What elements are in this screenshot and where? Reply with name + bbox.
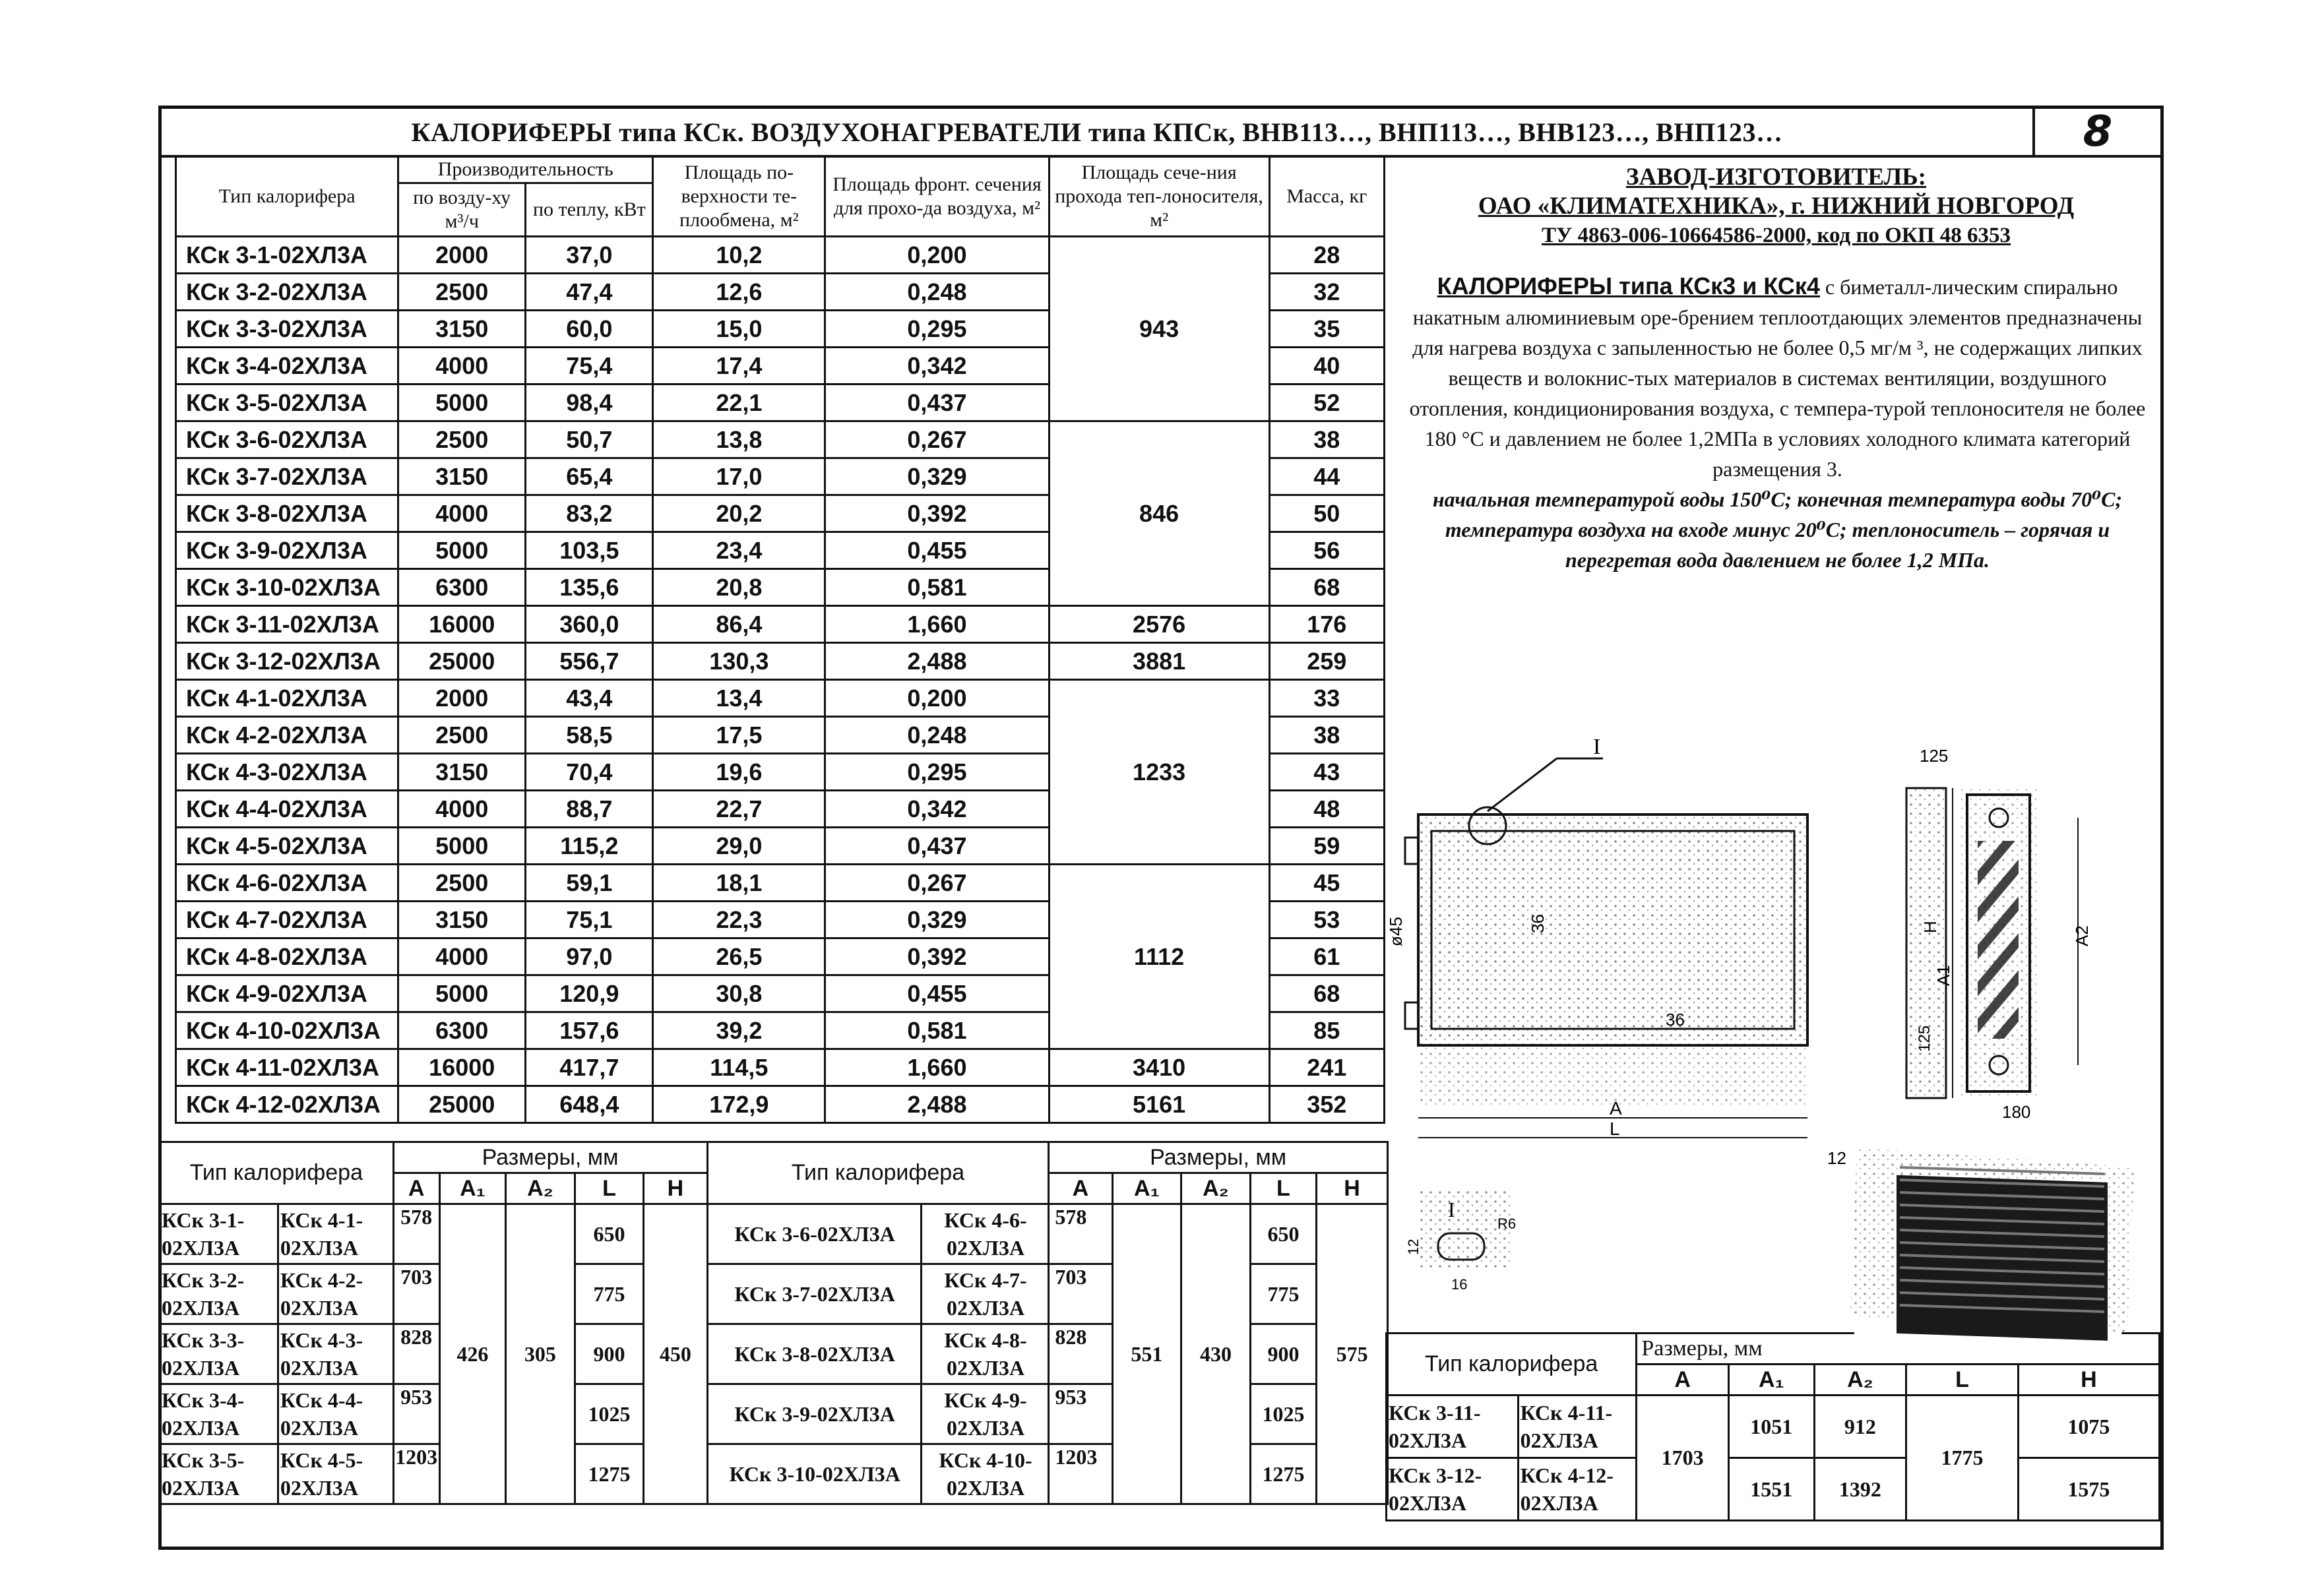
- cell-mass: 50: [1269, 495, 1384, 532]
- cell-surface: 172,9: [653, 1086, 825, 1123]
- cell-heat: 59,1: [526, 865, 653, 902]
- dim-d45-label: ø45: [1386, 917, 1406, 946]
- dims-type-4: КСк 4-5-02ХЛ3А: [278, 1444, 393, 1504]
- dims-type-header: Тип калорифера: [1387, 1334, 1637, 1396]
- cell-type: КСк 3-8-02ХЛ3А: [176, 495, 398, 532]
- dim-12b-label: 12: [1405, 1239, 1422, 1255]
- cell-section: 3881: [1049, 643, 1269, 680]
- cell-front: 0,437: [825, 384, 1049, 421]
- cell-front: 0,581: [825, 1012, 1049, 1049]
- detail-view: [1405, 1190, 1516, 1293]
- callout-label: I: [1593, 735, 1601, 759]
- cell-surface: 12,6: [653, 274, 825, 311]
- cell-mass: 59: [1269, 828, 1384, 865]
- technical-drawing: [1386, 683, 2157, 1316]
- cell-mass: 45: [1269, 865, 1384, 902]
- cell-type: КСк 3-4-02ХЛ3А: [176, 348, 398, 384]
- th-type: Тип калорифера: [176, 156, 398, 237]
- front-view: [1386, 814, 1807, 1139]
- page-frame: [158, 106, 2164, 1550]
- maker-line-1: ЗАВОД-ИЗГОТОВИТЕЛЬ:: [1625, 164, 1926, 191]
- dims-type-4: КСк 4-3-02ХЛ3А: [278, 1324, 393, 1384]
- maker-line-3: ТУ 4863-006-10664586-2000, код по ОКП 48 6353: [1541, 224, 2011, 247]
- dims-col-header: A₂: [1814, 1365, 1906, 1396]
- th-surface: Площадь по-верхности те-плообмена, м²: [653, 156, 825, 237]
- table-row: [176, 421, 1385, 458]
- dims-size-header: Размеры, мм: [393, 1142, 707, 1173]
- cell-section: 846: [1049, 421, 1269, 606]
- dim-16-label: 16: [1451, 1276, 1468, 1293]
- cell-heat: 47,4: [526, 274, 653, 311]
- th-perf: Производительность: [398, 156, 653, 183]
- dims-a: 953: [393, 1384, 439, 1444]
- page-title: КАЛОРИФЕРЫ типа КСк. ВОЗДУХОНАГРЕВАТЕЛИ типа КПСк, ВНВ113…, ВНП113…, ВНВ123…, ВНП123…: [411, 117, 1783, 147]
- cell-air: 25000: [398, 643, 526, 680]
- dims-l: 1775: [1906, 1396, 2018, 1521]
- cell-front: 0,581: [825, 569, 1049, 606]
- cell-heat: 648,4: [526, 1086, 653, 1123]
- dim-h-label: H: [1920, 921, 1940, 933]
- cell-heat: 58,5: [526, 717, 653, 754]
- cell-mass: 61: [1269, 938, 1384, 975]
- cell-front: 0,267: [825, 865, 1049, 902]
- side-view: [1906, 746, 2092, 1122]
- description-body: с биметалл-лическим спирально накатным алюминиевым оре-брением теплоотдающих элементов предназначены для нагрева воздуха с запыленностью не более 0,5 мг/м ³, не содержащих липких веществ и волокнис-тых материалов в системах вентиляции, воздушного отопления, кондиционирования воздуха, с темпера-турой теплоносителя не более 180 °С и давлением не более 1,2МПа в условиях холодного климата категорий размещения 3.: [1409, 275, 2146, 481]
- th-air: по возду-ху м³/ч: [398, 183, 526, 237]
- dims-a: 703: [393, 1264, 439, 1324]
- cell-section: 3410: [1049, 1049, 1269, 1086]
- dims-a2: 430: [1181, 1204, 1251, 1504]
- dims-type-4: КСк 4-8-02ХЛ3А: [921, 1324, 1049, 1384]
- cell-mass: 68: [1269, 975, 1384, 1012]
- cell-front: 0,295: [825, 311, 1049, 348]
- cell-type: КСк 3-2-02ХЛ3А: [176, 274, 398, 311]
- dims-type-4: КСк 4-10-02ХЛ3А: [921, 1444, 1049, 1504]
- dims-col-header: A₂: [506, 1173, 575, 1204]
- cell-air: 2500: [398, 717, 526, 754]
- cell-heat: 43,4: [526, 680, 653, 717]
- cell-heat: 65,4: [526, 458, 653, 495]
- cell-mass: 32: [1269, 274, 1384, 311]
- cell-mass: 38: [1269, 717, 1384, 754]
- isometric-view: [1827, 1138, 2141, 1342]
- cell-heat: 60,0: [526, 311, 653, 348]
- dims-h: 575: [1317, 1204, 1388, 1504]
- cell-surface: 20,2: [653, 495, 825, 532]
- specs-table: [175, 155, 1385, 1124]
- cell-air: 2000: [398, 680, 526, 717]
- cell-front: 0,342: [825, 791, 1049, 828]
- cell-front: 0,295: [825, 754, 1049, 791]
- cell-type: КСк 3-6-02ХЛ3А: [176, 421, 398, 458]
- cell-air: 2500: [398, 865, 526, 902]
- dims-type-3: КСк 3-2-02ХЛ3А: [160, 1264, 278, 1324]
- dims-a2: 305: [506, 1204, 575, 1504]
- dims-col-header: A: [1637, 1365, 1729, 1396]
- cell-surface: 22,3: [653, 902, 825, 938]
- dims-l: 1275: [1250, 1444, 1316, 1504]
- dims-type-header: Тип калорифера: [707, 1142, 1049, 1204]
- cell-heat: 120,9: [526, 975, 653, 1012]
- cell-type: КСк 4-8-02ХЛ3А: [176, 938, 398, 975]
- cell-heat: 417,7: [526, 1049, 653, 1086]
- cell-type: КСк 3-1-02ХЛ3А: [176, 237, 398, 274]
- cell-mass: 52: [1269, 384, 1384, 421]
- dims-a2: 1392: [1814, 1458, 1906, 1521]
- cell-air: 4000: [398, 495, 526, 532]
- dims-row: [1387, 1458, 2160, 1521]
- dims-h: 1575: [2018, 1458, 2159, 1521]
- cell-air: 4000: [398, 348, 526, 384]
- cell-type: КСк 3-10-02ХЛ3А: [176, 569, 398, 606]
- cell-mass: 176: [1269, 606, 1384, 643]
- cell-surface: 10,2: [653, 237, 825, 274]
- cell-section: 2576: [1049, 606, 1269, 643]
- dims-a: 828: [393, 1324, 439, 1384]
- cell-surface: 30,8: [653, 975, 825, 1012]
- cell-heat: 556,7: [526, 643, 653, 680]
- cell-section: 943: [1049, 237, 1269, 421]
- cell-front: 0,248: [825, 717, 1049, 754]
- dims-a1: 426: [439, 1204, 505, 1504]
- cell-front: 2,488: [825, 1086, 1049, 1123]
- cell-type: КСк 4-6-02ХЛ3А: [176, 865, 398, 902]
- dim-l-label: L: [1610, 1119, 1620, 1139]
- dims-type-3: КСк 3-7-02ХЛ3А: [707, 1264, 921, 1324]
- cell-front: 0,267: [825, 421, 1049, 458]
- cell-surface: 23,4: [653, 532, 825, 569]
- dims-h: 1075: [2018, 1396, 2159, 1458]
- dims-type-3: КСк 3-6-02ХЛ3А: [707, 1204, 921, 1264]
- dims-type-3: КСк 3-1-02ХЛ3А: [160, 1204, 278, 1264]
- detail-label: I: [1448, 1198, 1455, 1221]
- cell-heat: 135,6: [526, 569, 653, 606]
- dims-a: 828: [1049, 1324, 1112, 1384]
- cell-air: 3150: [398, 311, 526, 348]
- dims-col-header: A₂: [1181, 1173, 1251, 1204]
- cell-front: 0,342: [825, 348, 1049, 384]
- dims-l: 900: [575, 1324, 644, 1384]
- cell-front: 1,660: [825, 1049, 1049, 1086]
- dims-a: 953: [1049, 1384, 1112, 1444]
- dims-type-4: КСк 4-2-02ХЛ3А: [278, 1264, 393, 1324]
- dim-125-label: 125: [1920, 746, 1949, 766]
- cell-type: КСк 4-7-02ХЛ3А: [176, 902, 398, 938]
- dims-l: 1025: [1250, 1384, 1316, 1444]
- dims-a: 578: [1049, 1204, 1112, 1264]
- cell-mass: 35: [1269, 311, 1384, 348]
- dims-col-header: A₁: [1112, 1173, 1181, 1204]
- cell-air: 5000: [398, 532, 526, 569]
- cell-air: 2500: [398, 421, 526, 458]
- dims-type-3: КСк 3-4-02ХЛ3А: [160, 1384, 278, 1444]
- cell-type: КСк 4-2-02ХЛ3А: [176, 717, 398, 754]
- cell-front: 0,392: [825, 495, 1049, 532]
- dims-a: 1203: [393, 1444, 439, 1504]
- cell-heat: 83,2: [526, 495, 653, 532]
- cell-surface: 13,4: [653, 680, 825, 717]
- dims-type-3: КСк 3-10-02ХЛ3А: [707, 1444, 921, 1504]
- cell-type: КСк 4-5-02ХЛ3А: [176, 828, 398, 865]
- cell-heat: 70,4: [526, 754, 653, 791]
- cell-front: 0,437: [825, 828, 1049, 865]
- cell-mass: 33: [1269, 680, 1384, 717]
- dims-col-header: A: [393, 1173, 439, 1204]
- cell-mass: 48: [1269, 791, 1384, 828]
- cell-surface: 17,4: [653, 348, 825, 384]
- cell-mass: 28: [1269, 237, 1384, 274]
- dims-a2: 912: [1814, 1396, 1906, 1458]
- cell-type: КСк 4-1-02ХЛ3А: [176, 680, 398, 717]
- cell-surface: 114,5: [653, 1049, 825, 1086]
- cell-air: 25000: [398, 1086, 526, 1123]
- cell-mass: 40: [1269, 348, 1384, 384]
- cell-air: 6300: [398, 569, 526, 606]
- dims-row: [1387, 1396, 2160, 1458]
- th-section: Площадь сече-ния прохода теп-лоносителя, м²: [1049, 156, 1269, 237]
- dims-h: 450: [644, 1204, 707, 1504]
- dim-a2-label: A2: [2072, 925, 2092, 946]
- dims-l: 650: [1250, 1204, 1316, 1264]
- cell-mass: 44: [1269, 458, 1384, 495]
- dims-type-3: КСк 3-3-02ХЛ3А: [160, 1324, 278, 1384]
- dim-125b-label: 125: [1916, 1025, 1933, 1052]
- cell-mass: 259: [1269, 643, 1384, 680]
- cell-mass: 56: [1269, 532, 1384, 569]
- cell-type: КСк 4-9-02ХЛ3А: [176, 975, 398, 1012]
- dims-row: [160, 1204, 1388, 1264]
- table-row: [176, 1049, 1385, 1086]
- dims-type-3: КСк 3-8-02ХЛ3А: [707, 1324, 921, 1384]
- cell-front: 0,329: [825, 458, 1049, 495]
- dims-a: 1703: [1637, 1396, 1729, 1521]
- dims-col-header: A₁: [439, 1173, 505, 1204]
- description-conditions: начальная температурой воды 150⁰С; конечная температура воды 70⁰С; температура воздуха на входе минус 20⁰С; теплоноситель – горячая и перегретая вода давлением не более 1,2 МПа.: [1432, 487, 2123, 572]
- cell-heat: 103,5: [526, 532, 653, 569]
- table-row: [176, 680, 1385, 717]
- cell-surface: 17,0: [653, 458, 825, 495]
- th-front: Площадь фронт. сечения для прохо-да воздуха, м²: [825, 156, 1049, 237]
- dims-l: 775: [1250, 1264, 1316, 1324]
- dims-l: 650: [575, 1204, 644, 1264]
- cell-air: 5000: [398, 975, 526, 1012]
- dims-col-header: H: [644, 1173, 707, 1204]
- dims-col-header: L: [575, 1173, 644, 1204]
- dims-l: 1025: [575, 1384, 644, 1444]
- dims-type-4: КСк 4-7-02ХЛ3А: [921, 1264, 1049, 1324]
- dim-a1-label: A1: [1933, 965, 1953, 986]
- cell-front: 0,455: [825, 532, 1049, 569]
- cell-air: 4000: [398, 791, 526, 828]
- cell-type: КСк 4-12-02ХЛ3А: [176, 1086, 398, 1123]
- cell-surface: 29,0: [653, 828, 825, 865]
- dims-type-4: КСк 4-11-02ХЛ3А: [1518, 1396, 1637, 1458]
- dims-col-header: L: [1906, 1365, 2018, 1396]
- dims-size-header: Размеры, мм: [1049, 1142, 1388, 1173]
- table-row: [176, 606, 1385, 643]
- cell-surface: 26,5: [653, 938, 825, 975]
- cell-air: 3150: [398, 754, 526, 791]
- cell-surface: 22,1: [653, 384, 825, 421]
- cell-surface: 130,3: [653, 643, 825, 680]
- cell-heat: 360,0: [526, 606, 653, 643]
- dims-col-header: H: [2018, 1365, 2159, 1396]
- table-row: [176, 643, 1385, 680]
- cell-air: 3150: [398, 902, 526, 938]
- dims-a: 578: [393, 1204, 439, 1264]
- maker-line-2: ОАО «КЛИМАТЕХНИКА», г. НИЖНИЙ НОВГОРОД: [1478, 193, 2075, 220]
- table-row: [176, 1086, 1385, 1123]
- dim-180-label: 180: [2002, 1102, 2031, 1122]
- dims-type-3: КСк 3-9-02ХЛ3А: [707, 1384, 921, 1444]
- dims-header-row: [160, 1142, 1388, 1173]
- cell-section: 1112: [1049, 865, 1269, 1049]
- dims-col-header: L: [1250, 1173, 1316, 1204]
- cell-mass: 53: [1269, 902, 1384, 938]
- description-text: [1400, 271, 2155, 575]
- cell-type: КСк 3-11-02ХЛ3А: [176, 606, 398, 643]
- dims-col-header: A₁: [1728, 1365, 1814, 1396]
- dims-a1: 551: [1112, 1204, 1181, 1504]
- cell-heat: 98,4: [526, 384, 653, 421]
- dims-a: 1203: [1049, 1444, 1112, 1504]
- cell-type: КСк 4-3-02ХЛ3А: [176, 754, 398, 791]
- cell-surface: 15,0: [653, 311, 825, 348]
- page-number: 8: [2032, 109, 2160, 155]
- cell-section: 5161: [1049, 1086, 1269, 1123]
- cell-surface: 13,8: [653, 421, 825, 458]
- dims-l: 775: [575, 1264, 644, 1324]
- dims-size-header: Размеры, мм: [1637, 1334, 2160, 1365]
- cell-front: 0,392: [825, 938, 1049, 975]
- cell-type: КСк 4-4-02ХЛ3А: [176, 791, 398, 828]
- dims-type-4: КСк 4-1-02ХЛ3А: [278, 1204, 393, 1264]
- dim-12-label: 12: [1827, 1148, 1846, 1168]
- cell-heat: 157,6: [526, 1012, 653, 1049]
- dim-36-label: 36: [1528, 914, 1548, 933]
- cell-surface: 20,8: [653, 569, 825, 606]
- cell-section: 1233: [1049, 680, 1269, 865]
- cell-heat: 50,7: [526, 421, 653, 458]
- cell-mass: 38: [1269, 421, 1384, 458]
- cell-heat: 115,2: [526, 828, 653, 865]
- dims-type-4: КСк 4-6-02ХЛ3А: [921, 1204, 1049, 1264]
- dims-col-header: A: [1049, 1173, 1112, 1204]
- cell-mass: 43: [1269, 754, 1384, 791]
- cell-air: 16000: [398, 606, 526, 643]
- dims-table-right: [1385, 1332, 2160, 1521]
- cell-mass: 68: [1269, 569, 1384, 606]
- cell-mass: 352: [1269, 1086, 1384, 1123]
- cell-type: КСк 3-9-02ХЛ3А: [176, 532, 398, 569]
- cell-front: 0,200: [825, 237, 1049, 274]
- cell-heat: 75,4: [526, 348, 653, 384]
- description-heading: КАЛОРИФЕРЫ типа КСк3 и КСк4: [1437, 272, 1820, 299]
- dims-type-header: Тип калорифера: [160, 1142, 394, 1204]
- cell-surface: 18,1: [653, 865, 825, 902]
- dims-type-3: КСк 3-12-02ХЛ3А: [1387, 1458, 1519, 1521]
- cell-type: КСк 4-10-02ХЛ3А: [176, 1012, 398, 1049]
- dim-r6-label: R6: [1497, 1215, 1517, 1232]
- dim-36b-label: 36: [1666, 1010, 1685, 1029]
- cell-front: 0,455: [825, 975, 1049, 1012]
- cell-front: 2,488: [825, 643, 1049, 680]
- dims-col-header: H: [1317, 1173, 1388, 1204]
- cell-air: 2000: [398, 237, 526, 274]
- cell-air: 5000: [398, 828, 526, 865]
- cell-air: 6300: [398, 1012, 526, 1049]
- cell-heat: 88,7: [526, 791, 653, 828]
- cell-type: КСк 3-3-02ХЛ3А: [176, 311, 398, 348]
- cell-surface: 17,5: [653, 717, 825, 754]
- cell-heat: 97,0: [526, 938, 653, 975]
- cell-heat: 37,0: [526, 237, 653, 274]
- dims-l: 1275: [575, 1444, 644, 1504]
- dims-a1: 1551: [1728, 1458, 1814, 1521]
- dims-a1: 1051: [1728, 1396, 1814, 1458]
- dims-type-4: КСк 4-9-02ХЛ3А: [921, 1384, 1049, 1444]
- cell-front: 0,329: [825, 902, 1049, 938]
- dims-type-3: КСк 3-5-02ХЛ3А: [160, 1444, 278, 1504]
- cell-type: КСк 3-7-02ХЛ3А: [176, 458, 398, 495]
- cell-surface: 86,4: [653, 606, 825, 643]
- th-mass: Масса, кг: [1269, 156, 1384, 237]
- cell-type: КСк 3-12-02ХЛ3А: [176, 643, 398, 680]
- page-header: [162, 109, 2160, 158]
- cell-surface: 22,7: [653, 791, 825, 828]
- th-heat: по теплу, кВт: [526, 183, 653, 237]
- dims-type-3: КСк 3-11-02ХЛ3А: [1387, 1396, 1519, 1458]
- cell-mass: 241: [1269, 1049, 1384, 1086]
- dims-type-4: КСк 4-4-02ХЛ3А: [278, 1384, 393, 1444]
- cell-air: 3150: [398, 458, 526, 495]
- cell-front: 0,248: [825, 274, 1049, 311]
- cell-air: 16000: [398, 1049, 526, 1086]
- dims-type-4: КСк 4-12-02ХЛ3А: [1518, 1458, 1637, 1521]
- dims-l: 900: [1250, 1324, 1316, 1384]
- cell-type: КСк 4-11-02ХЛ3А: [176, 1049, 398, 1086]
- cell-air: 2500: [398, 274, 526, 311]
- dims-a: 703: [1049, 1264, 1112, 1324]
- cell-surface: 19,6: [653, 754, 825, 791]
- manufacturer-block: [1392, 163, 2160, 250]
- cell-surface: 39,2: [653, 1012, 825, 1049]
- cell-type: КСк 3-5-02ХЛ3А: [176, 384, 398, 421]
- dims-table-left: [158, 1141, 1389, 1505]
- table-row: [176, 237, 1385, 274]
- cell-front: 0,200: [825, 680, 1049, 717]
- cell-heat: 75,1: [526, 902, 653, 938]
- table-row: [176, 865, 1385, 902]
- dim-a-label: A: [1610, 1098, 1622, 1119]
- cell-air: 5000: [398, 384, 526, 421]
- cell-mass: 85: [1269, 1012, 1384, 1049]
- cell-air: 4000: [398, 938, 526, 975]
- cell-front: 1,660: [825, 606, 1049, 643]
